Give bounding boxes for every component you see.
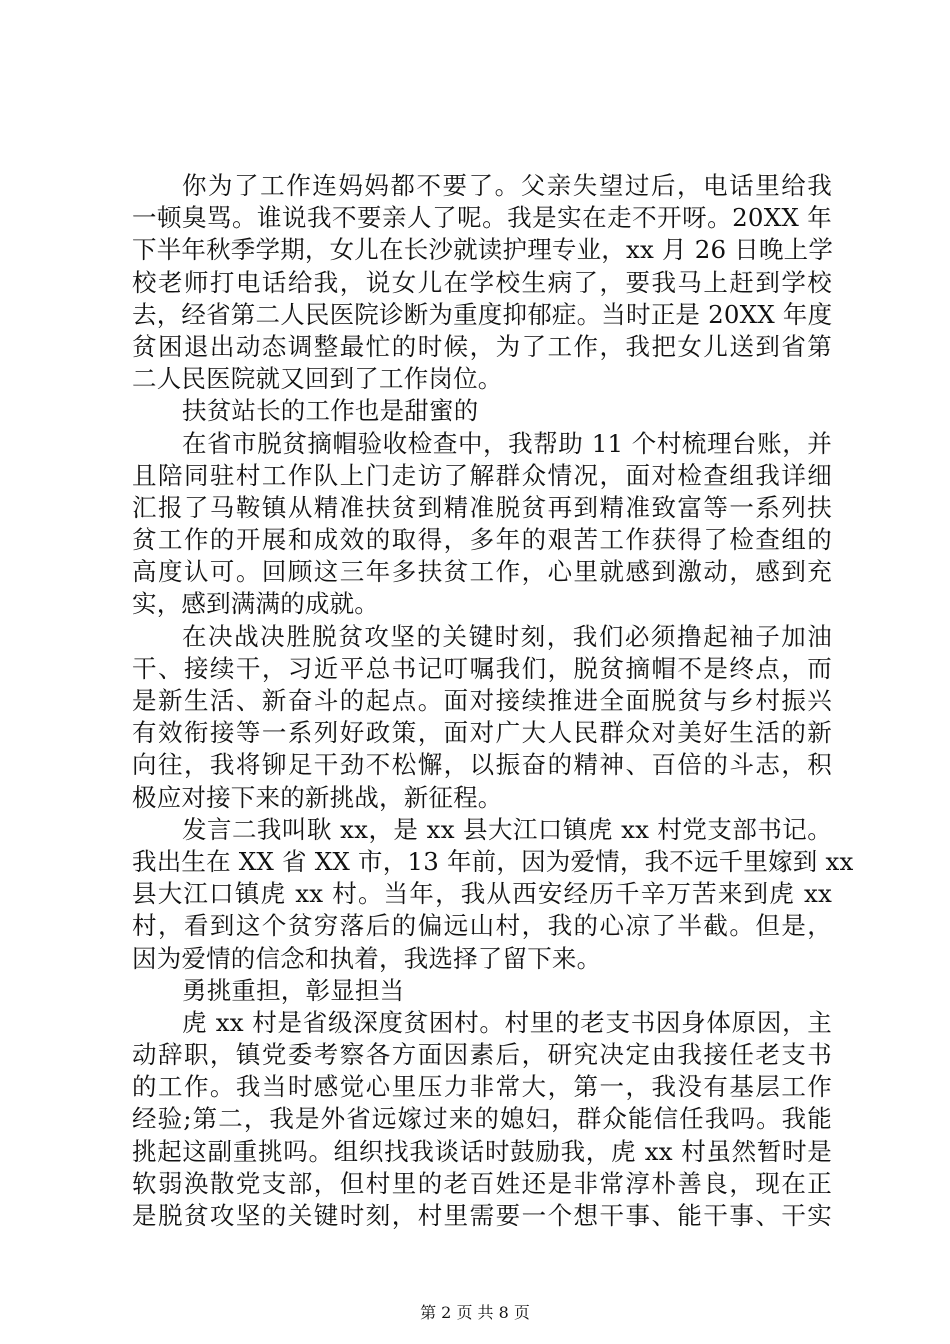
text-line: 贫困退出动态调整最忙的时候，为了工作，我把女儿送到省第 <box>132 331 832 361</box>
text-line: 我出生在 XX 省 XX 市，13 年前，因为爱情，我不远千里嫁到 xx <box>132 846 854 876</box>
text-line: 且陪同驻村工作队上门走访了解群众情况，面对检查组我详细 <box>132 460 832 490</box>
text-line: 村，看到这个贫穷落后的偏远山村，我的心凉了半截。但是， <box>132 911 832 941</box>
page-footer: 第 2 页 共 8 页 <box>420 1303 530 1322</box>
text-line: 是脱贫攻坚的关键时刻，村里需要一个想干事、能干事、干实 <box>132 1201 832 1230</box>
text-line: 贫工作的开展和成效的取得，多年的艰苦工作获得了检查组的 <box>132 525 832 555</box>
text-line: 高度认可。回顾这三年多扶贫工作，心里就感到激动，感到充 <box>132 557 832 587</box>
text-line: 向往，我将铆足干劲不松懈，以振奋的精神、百倍的斗志，积 <box>132 750 832 780</box>
text-line: 极应对接下来的新挑战，新征程。 <box>132 782 503 812</box>
text-line: 虎 xx 村是省级深度贫困村。村里的老支书因身体原因，主 <box>182 1007 832 1037</box>
text-line: 经验;第二，我是外省远嫁过来的媳妇，群众能信任我吗。我能 <box>132 1104 832 1134</box>
text-line: 干、接续干，习近平总书记叮嘱我们，脱贫摘帽不是终点，而 <box>132 653 832 683</box>
text-line: 发言二我叫耿 xx，是 xx 县大江口镇虎 xx 村党支部书记。 <box>182 814 832 844</box>
text-line: 扶贫站长的工作也是甜蜜的 <box>182 396 479 426</box>
text-line: 动辞职，镇党委考察各方面因素后，研究决定由我接任老支书 <box>132 1040 832 1070</box>
text-line: 实，感到满满的成就。 <box>132 589 379 619</box>
text-line: 有效衔接等一系列好政策，面对广大人民群众对美好生活的新 <box>132 718 832 748</box>
text-line: 是新生活、新奋斗的起点。面对接续推进全面脱贫与乡村振兴 <box>132 686 832 715</box>
text-line: 挑起这副重挑吗。组织找我谈话时鼓励我，虎 xx 村虽然暂时是 <box>132 1136 832 1166</box>
text-line: 因为爱情的信念和执着，我选择了留下来。 <box>132 943 602 973</box>
text-line: 一顿臭骂。谁说我不要亲人了呢。我是实在走不开呀。20XX 年 <box>132 203 832 233</box>
text-line: 软弱涣散党支部，但村里的老百姓还是非常淳朴善良，现在正 <box>132 1168 832 1198</box>
text-line: 你为了工作连妈妈都不要了。父亲失望过后，电话里给我 <box>182 171 832 200</box>
text-line: 在决战决胜脱贫攻坚的关键时刻，我们必须撸起袖子加油 <box>182 621 832 651</box>
text-line: 在省市脱贫摘帽验收检查中，我帮助 11 个村梳理台账，并 <box>182 428 832 458</box>
text-line: 的工作。我当时感觉心里压力非常大，第一，我没有基层工作 <box>132 1072 832 1102</box>
text-line: 二人民医院就又回到了工作岗位。 <box>132 364 503 394</box>
text-line: 县大江口镇虎 xx 村。当年，我从西安经历千辛万苦来到虎 xx <box>132 879 832 909</box>
text-line: 下半年秋季学期，女儿在长沙就读护理专业，xx 月 26 日晚上学 <box>132 235 834 265</box>
document-body <box>132 170 854 1232</box>
text-line: 去，经省第二人民医院诊断为重度抑郁症。当时正是 20XX 年度 <box>132 299 833 329</box>
text-line: 勇挑重担，彰显担当 <box>182 975 405 1005</box>
text-line: 校老师打电话给我，说女儿在学校生病了，要我马上赶到学校 <box>132 267 832 297</box>
text-line: 汇报了马鞍镇从精准扶贫到精准脱贫再到精准致富等一系列扶 <box>132 492 832 522</box>
